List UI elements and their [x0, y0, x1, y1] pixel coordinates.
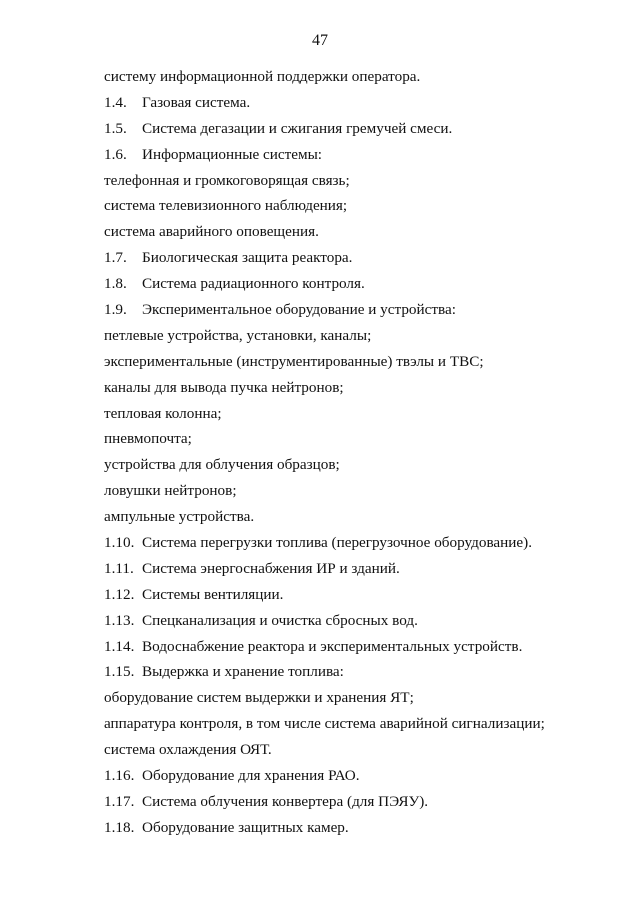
item-number: 1.14. — [104, 637, 135, 655]
list-item — [104, 426, 604, 452]
item-text: Система облучения конвертера (для ПЭЯУ). — [142, 792, 429, 810]
numbered-item — [104, 297, 604, 323]
list-item — [104, 711, 604, 737]
item-number: 1.12. — [104, 585, 135, 603]
item-text: Оборудование защитных камер. — [142, 818, 349, 836]
numbered-item — [104, 556, 604, 582]
numbered-item — [104, 116, 604, 142]
item-number: 1.8. — [104, 275, 127, 293]
list-item — [104, 504, 604, 530]
numbered-item — [104, 608, 604, 634]
item-number: 1.11. — [104, 559, 134, 577]
item-text: ловушки нейтронов; — [104, 482, 237, 500]
item-text: ампульные устройства. — [104, 508, 255, 526]
numbered-item — [104, 90, 604, 116]
item-text: Информационные системы: — [142, 145, 323, 163]
item-number: 1.15. — [104, 663, 135, 681]
item-number: 1.7. — [104, 249, 127, 267]
item-number: 1.13. — [104, 611, 135, 629]
item-text: Экспериментальное оборудование и устройства: — [142, 301, 456, 319]
item-text: аппаратура контроля, в том числе система аварийной сигнализации; — [104, 715, 545, 733]
item-number: 1.10. — [104, 534, 135, 552]
item-text: система охлаждения ОЯТ. — [104, 741, 272, 759]
numbered-item — [104, 763, 604, 789]
list-item — [104, 737, 604, 763]
item-text: Оборудование для хранения РАО. — [142, 767, 360, 785]
list-item — [104, 478, 604, 504]
list-item — [104, 349, 604, 375]
numbered-item — [104, 659, 604, 685]
item-text: система аварийного оповещения. — [104, 223, 319, 241]
item-number: 1.6. — [104, 145, 127, 163]
numbered-item — [104, 530, 604, 556]
item-text: система телевизионного наблюдения; — [104, 197, 348, 215]
list-item — [104, 64, 604, 90]
item-text: пневмопочта; — [104, 430, 192, 448]
item-text: оборудование систем выдержки и хранения ЯТ; — [104, 689, 414, 707]
item-text: Биологическая защита реактора. — [142, 249, 353, 267]
list-item — [104, 219, 604, 245]
numbered-item — [104, 582, 604, 608]
item-text: Выдержка и хранение топлива: — [142, 663, 344, 681]
item-text: каналы для вывода пучка нейтронов; — [104, 378, 344, 396]
item-text: Водоснабжение реактора и экспериментальных устройств. — [142, 637, 523, 655]
list-item — [104, 375, 604, 401]
document-body — [104, 64, 604, 841]
numbered-item — [104, 815, 604, 841]
list-item — [104, 452, 604, 478]
numbered-item — [104, 245, 604, 271]
item-text: Спецканализация и очистка сбросных вод. — [142, 611, 418, 629]
numbered-item — [104, 142, 604, 168]
item-number: 1.16. — [104, 767, 135, 785]
numbered-item — [104, 271, 604, 297]
item-text: Система энергоснабжения ИР и зданий. — [142, 559, 400, 577]
item-text: экспериментальные (инструментированные) твэлы и ТВС; — [104, 352, 484, 370]
item-text: устройства для облучения образцов; — [104, 456, 340, 474]
item-number: 1.4. — [104, 93, 127, 111]
item-text: тепловая колонна; — [104, 404, 222, 422]
list-item — [104, 685, 604, 711]
item-number: 1.17. — [104, 792, 135, 810]
item-text: систему информационной поддержки оператора. — [104, 68, 421, 85]
item-number: 1.18. — [104, 818, 135, 836]
numbered-item — [104, 789, 604, 815]
item-text: Газовая система. — [142, 93, 251, 111]
numbered-item — [104, 634, 604, 660]
list-item — [104, 401, 604, 427]
item-number: 1.5. — [104, 119, 127, 137]
page-number: 47 — [312, 32, 328, 49]
list-item — [104, 323, 604, 349]
item-text: Система радиационного контроля. — [142, 275, 365, 293]
item-number: 1.9. — [104, 301, 127, 319]
item-text: телефонная и громкоговорящая связь; — [104, 171, 350, 189]
item-text: петлевые устройства, установки, каналы; — [104, 326, 372, 344]
item-text: Система дегазации и сжигания гремучей смеси. — [142, 119, 453, 137]
item-text: Система перегрузки топлива (перегрузочное оборудование). — [142, 534, 533, 552]
item-text: Системы вентиляции. — [142, 585, 284, 603]
list-item — [104, 193, 604, 219]
list-item — [104, 168, 604, 194]
